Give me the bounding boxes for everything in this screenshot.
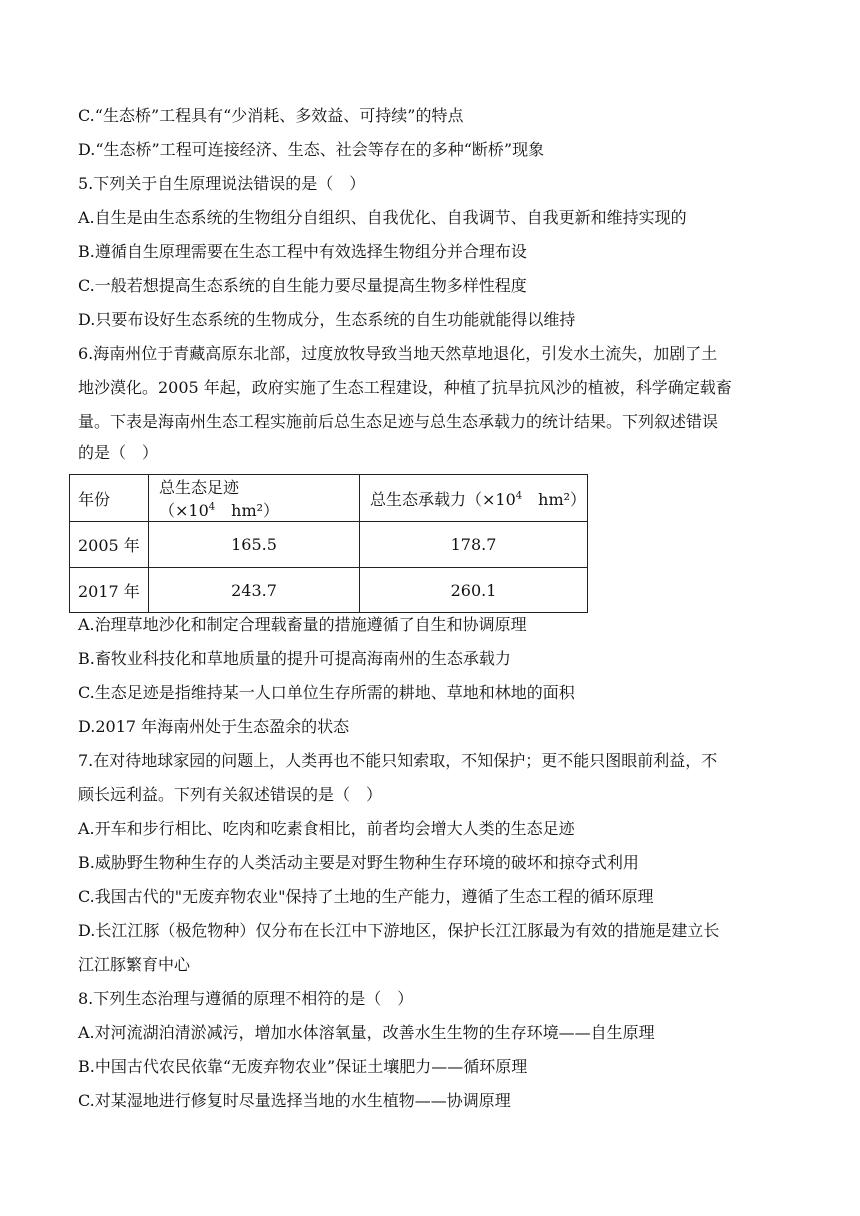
table-row <box>70 522 588 568</box>
header-footprint: 总生态足迹（$\times 10^4$ hm²） <box>149 475 360 522</box>
question-6-stem-line2: 地沙漠化。2005 年起，政府实施了生态工程建设，种植了抗旱抗风沙的植被，科学确定载畜 <box>78 378 732 397</box>
question-6-stem-line3: 量。下表是海南州生态工程实施前后总生态足迹与总生态承载力的统计结果。下列叙述错误 <box>78 412 719 431</box>
option-d-q4: D.“生态桥”工程可连接经济、生态、社会等存在的多种“断桥”现象 <box>78 140 545 159</box>
option-d-q5: D.只要布设好生态系统的生物成分，生态系统的自生功能就能得以维持 <box>78 310 576 329</box>
header-capacity: 总生态承载力（$\times 10^4$ hm²） <box>360 475 588 522</box>
option-c-q6: C.生态足迹是指维持某一人口单位生存所需的耕地、草地和林地的面积 <box>78 683 575 702</box>
option-d-q6: D.2017 年海南州处于生态盈余的状态 <box>78 717 350 736</box>
cell-year: 2005 年 <box>70 522 149 568</box>
cell-capacity: 260.1 <box>360 568 588 613</box>
option-c-q5: C.一般若想提高生态系统的自生能力要尽量提高生物多样性程度 <box>78 276 527 295</box>
cell-capacity: 178.7 <box>360 522 588 568</box>
option-a-q7: A.开车和步行相比、吃肉和吃素食相比，前者均会增大人类的生态足迹 <box>78 819 575 838</box>
table-header-row <box>70 475 588 522</box>
option-a-q5: A.自生是由生态系统的生物组分自组织、自我优化、自我调节、自我更新和维持实现的 <box>78 208 687 227</box>
question-6-stem-line1: 6.海南州位于青藏高原东北部，过度放牧导致当地天然草地退化，引发水土流失，加剧了土 <box>78 344 718 363</box>
option-d-q7-line1: D.长江江豚（极危物种）仅分布在长江中下游地区，保护长江江豚最为有效的措施是建立长 <box>78 921 720 940</box>
option-c-q4: C.“生态桥”工程具有“少消耗、多效益、可持续”的特点 <box>78 106 464 125</box>
cell-year: 2017 年 <box>70 568 149 613</box>
question-5-stem: 5.下列关于自生原理说法错误的是（ ） <box>78 174 366 193</box>
option-b-q6: B.畜牧业科技化和草地质量的提升可提高海南州的生态承载力 <box>78 649 511 668</box>
question-6-stem-line4: 的是（ ） <box>78 443 159 462</box>
header-year: 年份 <box>70 475 149 522</box>
option-b-q5: B.遵循自生原理需要在生态工程中有效选择生物组分并合理布设 <box>78 242 527 261</box>
question-7-stem-line2: 顾长远利益。下列有关叙述错误的是（ ） <box>78 785 383 804</box>
question-7-stem-line1: 7.在对待地球家园的问题上，人类再也不能只知索取，不知保护；更不能只图眼前利益，不 <box>78 751 718 770</box>
option-b-q7: B.威胁野生物种生存的人类活动主要是对野生物种生存环境的破坏和掠夺式利用 <box>78 853 639 872</box>
question-8-stem: 8.下列生态治理与遵循的原理不相符的是（ ） <box>78 989 414 1008</box>
option-c-q8: C.对某湿地进行修复时尽量选择当地的水生植物——协调原理 <box>78 1091 511 1110</box>
cell-footprint: 165.5 <box>149 522 360 568</box>
option-a-q8: A.对河流湖泊清淤减污，增加水体溶氧量，改善水生生物的生存环境——自生原理 <box>78 1023 655 1042</box>
option-c-q7: C.我国古代的"无废弃物农业"保持了土地的生产能力，遵循了生态工程的循环原理 <box>78 887 654 906</box>
table-row <box>70 568 588 613</box>
option-b-q8: B.中国古代农民依靠“无废弃物农业”保证土壤肥力——循环原理 <box>78 1057 528 1076</box>
option-d-q7-line2: 江江豚繁育中心 <box>78 955 191 974</box>
cell-footprint: 243.7 <box>149 568 360 613</box>
ecological-footprint-table <box>69 474 588 613</box>
option-a-q6: A.治理草地沙化和制定合理载畜量的措施遵循了自生和协调原理 <box>78 615 527 634</box>
